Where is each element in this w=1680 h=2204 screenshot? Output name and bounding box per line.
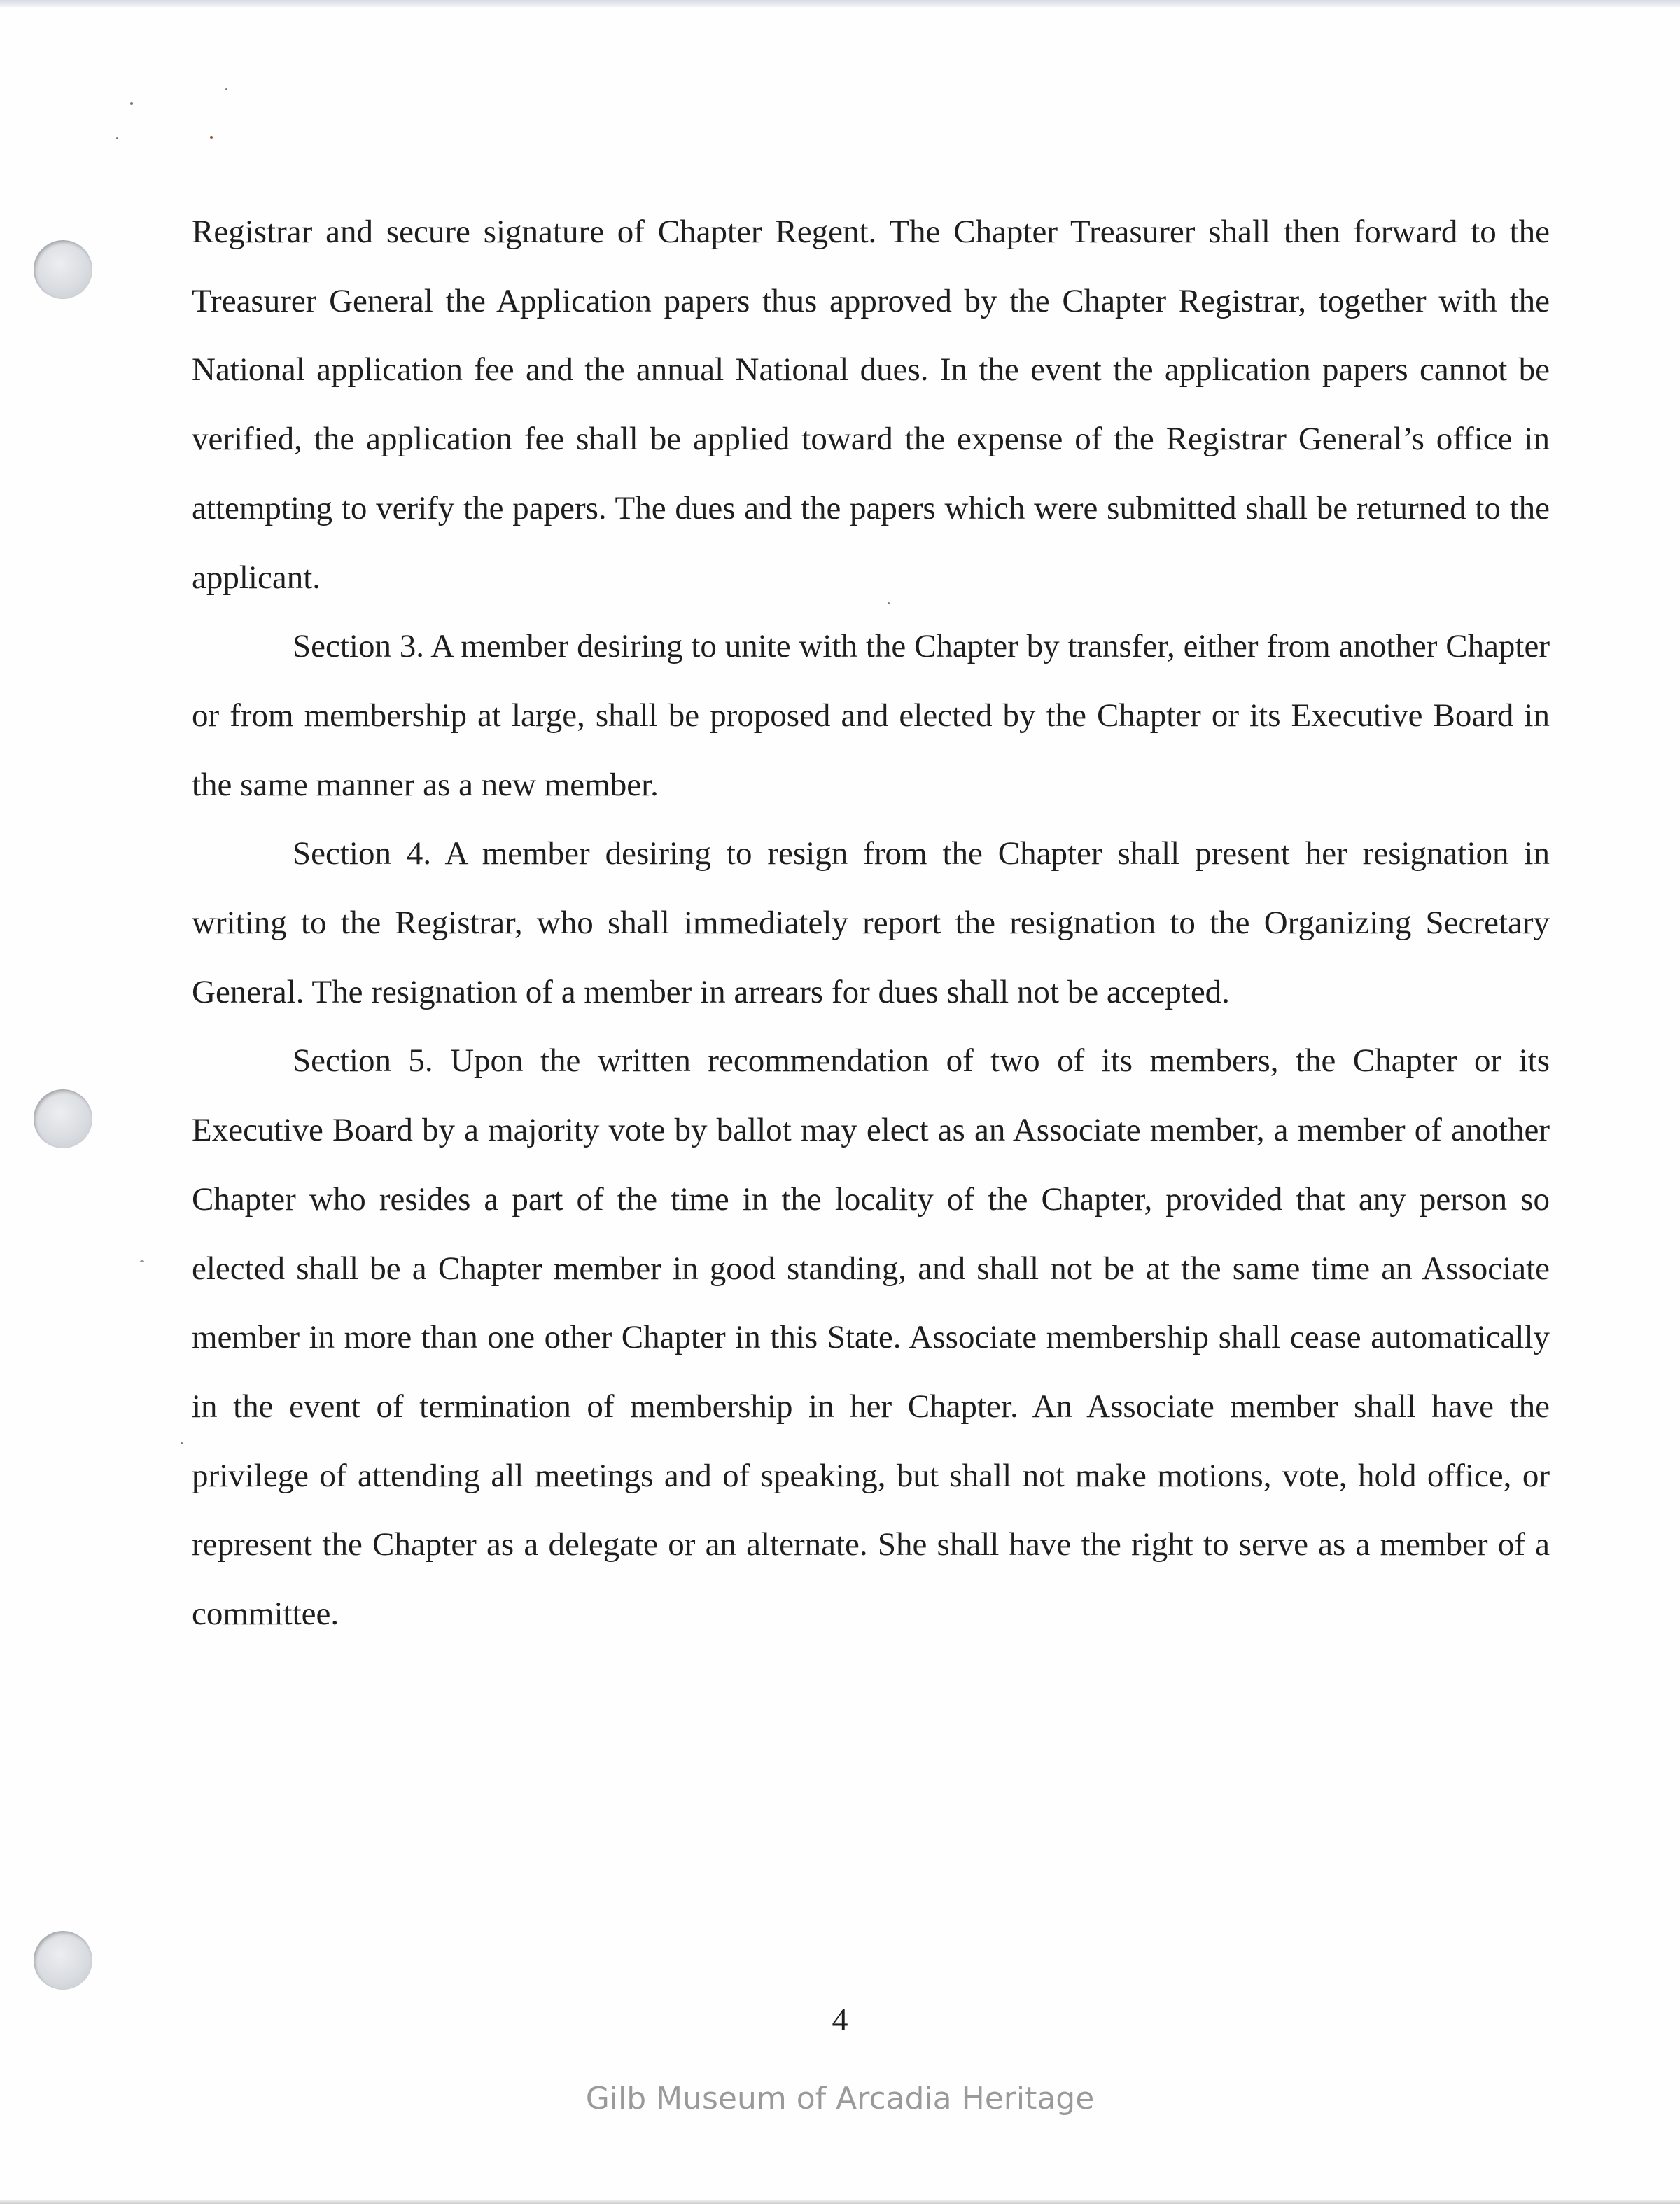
scan-speck <box>130 102 133 105</box>
scan-speck <box>140 1260 144 1262</box>
punch-hole-bottom <box>34 1931 92 1990</box>
scan-speck <box>181 1442 183 1444</box>
scan-speck <box>116 137 118 139</box>
museum-watermark: Gilb Museum of Arcadia Heritage <box>585 2081 1095 2116</box>
paragraph-section-4: Section 4. A member desiring to resign from the Chapter shall present her resignation in writing to the Registrar, who shall immediately report the resignation to the Organizing Secretary General. The resignation of a member in arrears for dues shall not be accepted. <box>192 835 1550 1010</box>
document-body <box>192 197 1550 1649</box>
scan-speck <box>225 88 227 90</box>
paragraph-section-5: Section 5. Upon the written recommendation of two of its members, the Chapter or its Executive Board by a majority vote by ballot may elect as an Associate member, a member of another Chapter who resides a part of the time in the locality of the Chapter, provided that any person so elected shall be a Chapter member in good standing, and shall not be at the same time an Associate member in more than one other Chapter in this State. Associate membership shall cease automatically in the event of termination of membership in her Chapter. An Associate member shall have the privilege of attending all meetings and of speaking, but shall not make motions, vote, hold office, or represent the Chapter as a delegate or an alternate. She shall have the right to serve as a member of a committee. <box>192 1042 1550 1633</box>
scan-speck <box>210 136 213 139</box>
scan-bottom-edge <box>0 2200 1680 2204</box>
paragraph-continuation: Registrar and secure signature of Chapter Regent. The Chapter Treasurer shall then forward to the Treasurer General the Application papers thus approved by the Chapter Registrar, together with the National application fee and the annual National dues. In the event the application papers cannot be verified, the application fee shall be applied toward the expense of the Registrar General’s office in attempting to verify the papers. The dues and the papers which were submitted shall be returned to the applicant. <box>192 214 1550 596</box>
page-number: 4 <box>832 2002 848 2037</box>
punch-hole-middle <box>34 1089 92 1148</box>
punch-hole-top <box>34 240 92 299</box>
scan-top-edge <box>0 0 1680 7</box>
paragraph-section-3: Section 3. A member desiring to unite with the Chapter by transfer, either from another Chapter or from membership at large, shall be proposed and elected by the Chapter or its Executive Board in the same manner as a new member. <box>192 628 1550 803</box>
